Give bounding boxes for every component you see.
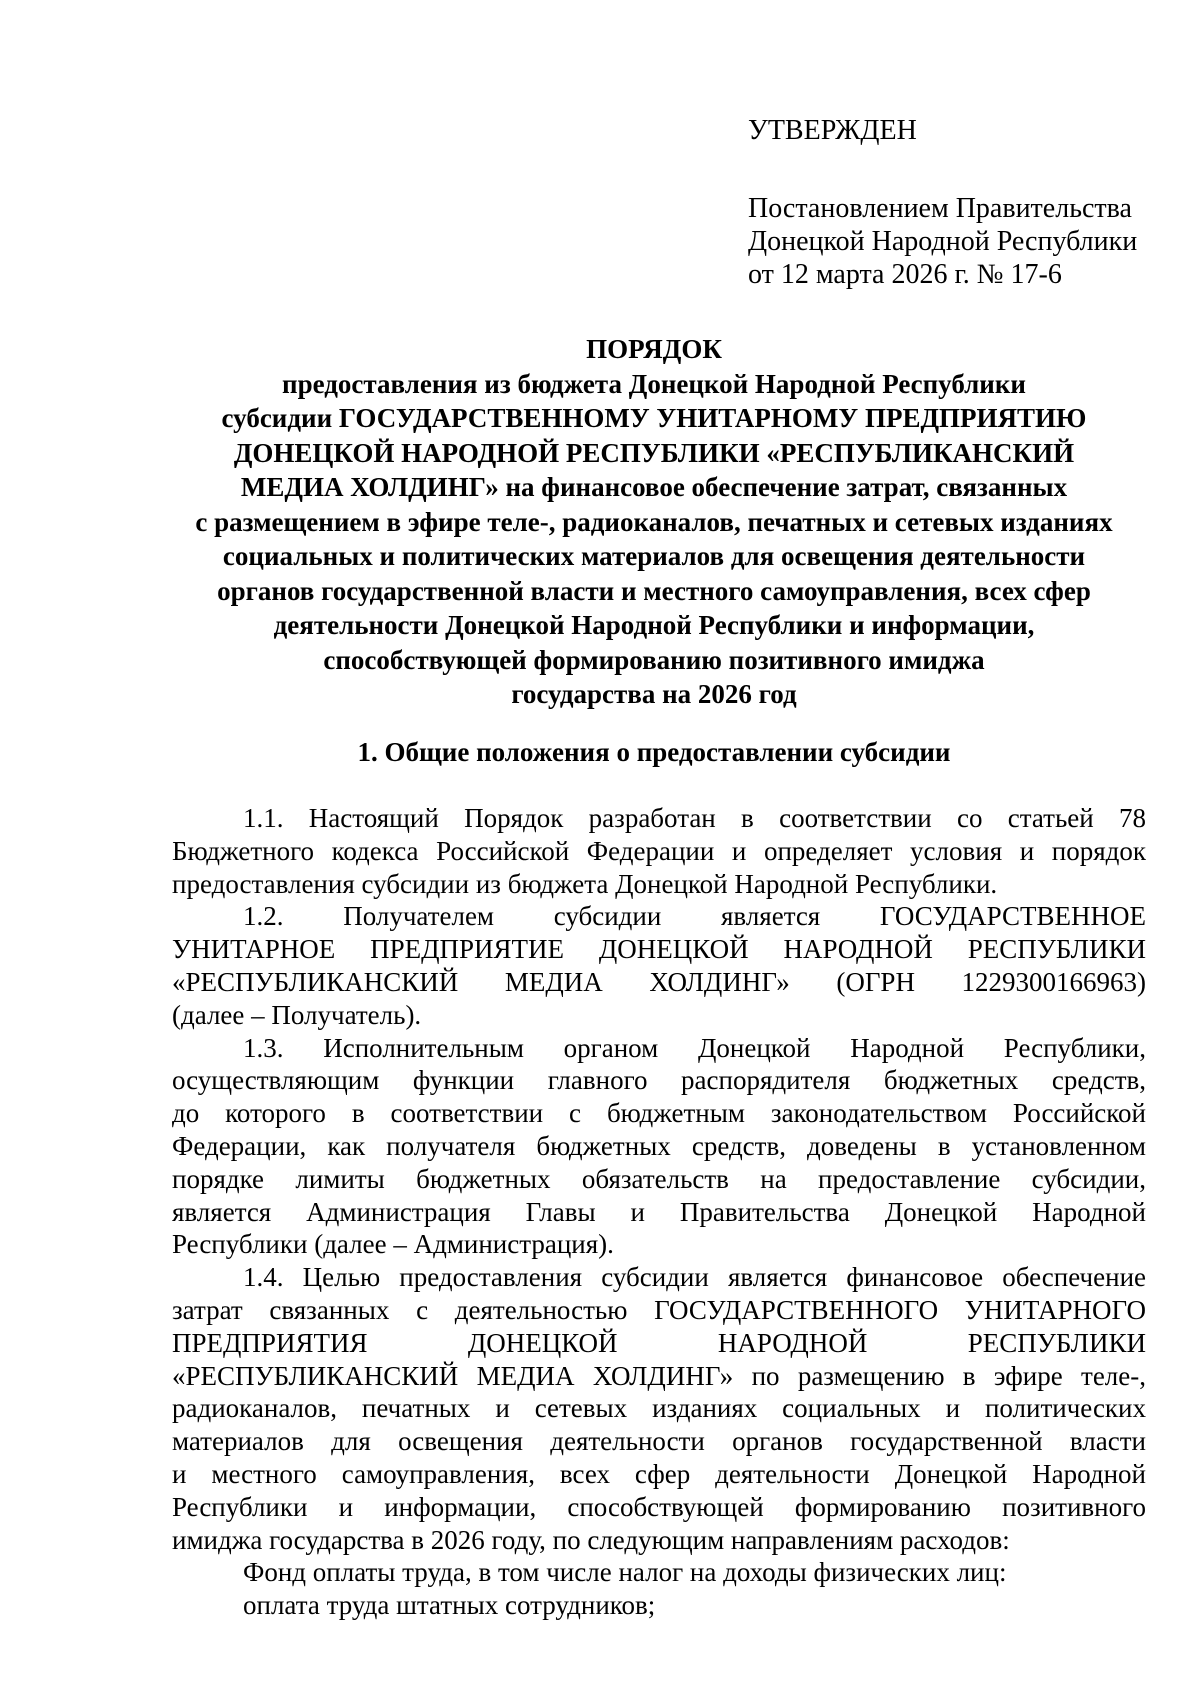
text-line: 1.4. Целью предоставления субсидии является финансовое обеспечение xyxy=(243,1262,1146,1293)
text-line: Федерации, как получателя бюджетных средств, доведены в установленном xyxy=(172,1130,1146,1161)
approval-line: от 12 марта 2026 г. № 17-6 xyxy=(748,259,1062,290)
text-line: материалов для освещения деятельности органов государственной власти xyxy=(172,1426,1146,1457)
title-line: ДОНЕЦКОЙ НАРОДНОЙ РЕСПУБЛИКИ «РЕСПУБЛИКАНСКИЙ xyxy=(233,437,1075,468)
title-line: деятельности Донецкой Народной Республики и информации, xyxy=(273,610,1035,640)
text-line: «РЕСПУБЛИКАНСКИЙ МЕДИА ХОЛДИНГ» по размещению в эфире теле-, xyxy=(172,1360,1146,1391)
text-line: порядке лимиты бюджетных обязательств на предоставление субсидии, xyxy=(172,1163,1146,1194)
paragraph-1-1 xyxy=(172,802,1146,900)
text-line: УНИТАРНОЕ ПРЕДПРИЯТИЕ ДОНЕЦКОЙ НАРОДНОЙ РЕСПУБЛИКИ xyxy=(172,934,1146,965)
title-line: предоставления из бюджета Донецкой Народной Республики xyxy=(282,368,1026,399)
paragraph-1-4 xyxy=(172,1261,1146,1556)
text-line: является Администрация Главы и Правительства Донецкой Народной xyxy=(172,1196,1146,1227)
approval-stamp xyxy=(748,114,1168,291)
text-line: «РЕСПУБЛИКАНСКИЙ МЕДИА ХОЛДИНГ» (ОГРН 1229300166963) xyxy=(172,966,1146,997)
text-line: радиоканалов, печатных и сетевых изданиях социальных и политических xyxy=(172,1393,1146,1424)
title-line: органов государственной власти и местного самоуправления, всех сфер xyxy=(217,575,1091,606)
text-line: Бюджетного кодекса Российской Федерации и определяет условия и порядок xyxy=(172,835,1146,866)
approval-word: УТВЕРЖДЕН xyxy=(748,115,917,146)
text-line: и местного самоуправления, всех сфер деятельности Донецкой Народной xyxy=(172,1458,1146,1489)
text-line: (далее – Получатель). xyxy=(172,999,422,1030)
approval-line: Донецкой Народной Республики xyxy=(748,226,1138,257)
text-line: 1.3. Исполнительным органом Донецкой Народной Республики, xyxy=(243,1032,1146,1063)
approval-line: Постановлением Правительства xyxy=(748,193,1132,224)
list-item: Фонд оплаты труда, в том числе налог на доходы физических лиц: xyxy=(243,1557,1007,1588)
title-line: субсидии ГОСУДАРСТВЕННОМУ УНИТАРНОМУ ПРЕДПРИЯТИЮ xyxy=(221,403,1087,433)
text-line: имиджа государства в 2026 году, по следующим направлениям расходов: xyxy=(172,1524,1010,1555)
title-line: с размещением в эфире теле-, радиоканалов, печатных и сетевых изданиях xyxy=(195,506,1113,537)
section-heading: 1. Общие положения о предоставлении субсидии xyxy=(357,737,951,767)
title-line: ПОРЯДОК xyxy=(586,334,722,364)
list-item: оплата труда штатных сотрудников; xyxy=(243,1590,656,1621)
title-line: социальных и политических материалов для освещения деятельности xyxy=(222,541,1086,571)
text-line: 1.1. Настоящий Порядок разработан в соответствии со статьей 78 xyxy=(243,803,1146,833)
title-line: МЕДИА ХОЛДИНГ» на финансовое обеспечение затрат, связанных xyxy=(240,472,1068,502)
text-line: предоставления субсидии из бюджета Донецкой Народной Республики. xyxy=(172,868,998,899)
title-line: государства на 2026 год xyxy=(511,679,797,709)
expense-list xyxy=(172,1556,1146,1622)
text-line: 1.2. Получателем субсидии является ГОСУДАРСТВЕННОЕ xyxy=(243,901,1146,932)
body-text xyxy=(172,802,1146,1622)
text-line: осуществляющим функции главного распорядителя бюджетных средств, xyxy=(172,1065,1146,1096)
paragraph-1-2 xyxy=(172,900,1146,1031)
text-line: до которого в соответствии с бюджетным законодательством Российской xyxy=(172,1098,1146,1129)
text-line: ПРЕДПРИЯТИЯ ДОНЕЦКОЙ НАРОДНОЙ РЕСПУБЛИКИ xyxy=(172,1327,1146,1358)
paragraph-1-3 xyxy=(172,1032,1146,1262)
document-title xyxy=(160,332,1148,712)
text-line: Республики и информации, способствующей формированию позитивного xyxy=(172,1491,1146,1522)
text-line: затрат связанных с деятельностью ГОСУДАРСТВЕННОГО УНИТАРНОГО xyxy=(172,1294,1146,1325)
title-line: способствующей формированию позитивного имиджа xyxy=(323,644,985,675)
text-line: Республики (далее – Администрация). xyxy=(172,1229,614,1260)
